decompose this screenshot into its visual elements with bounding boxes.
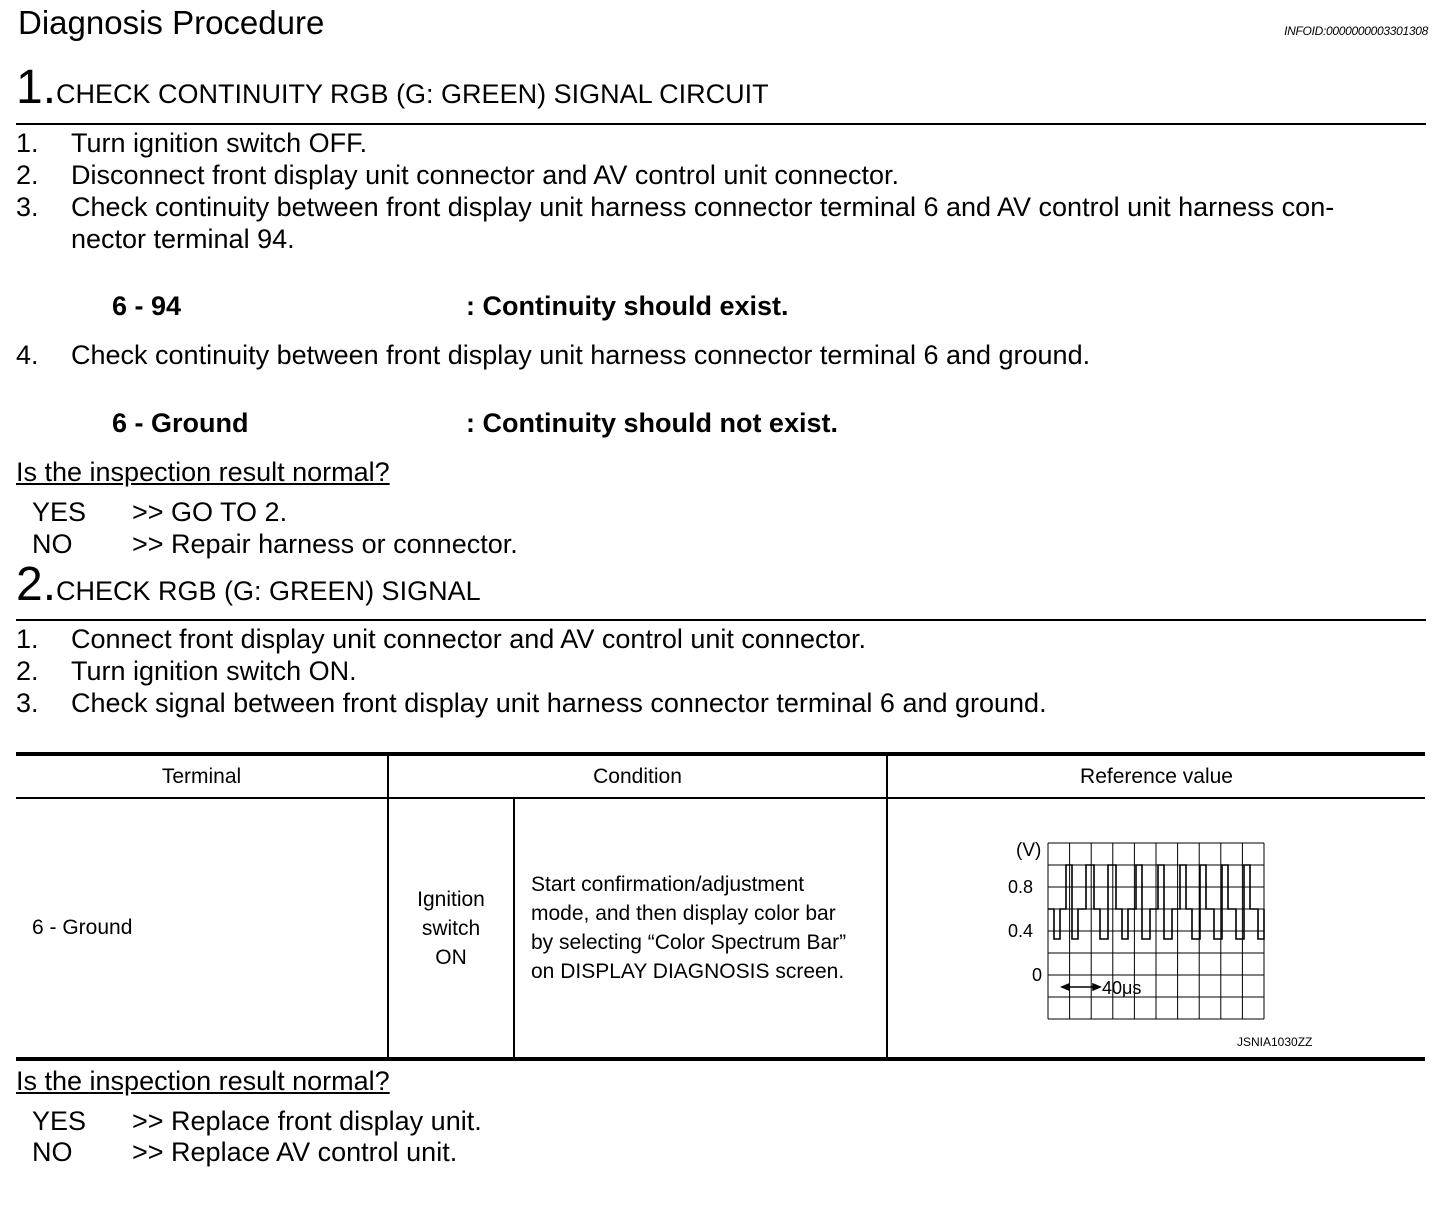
answer-label: NO (32, 529, 73, 559)
list-number: 3. (16, 688, 39, 718)
step-1-divider (16, 123, 1426, 125)
ignition-line: Ignition (417, 887, 485, 911)
spec-terminal: 6 - Ground (112, 408, 249, 438)
time-scale-marker (1062, 984, 1100, 990)
info-id: INFOID:0000000003301308 (1284, 24, 1428, 38)
waveform-unit-label: (V) (1016, 840, 1042, 861)
condition-cell (514, 798, 887, 1059)
step-1-title: CHECK CONTINUITY RGB (G: GREEN) SIGNAL CIRCUIT (56, 79, 769, 109)
spec-terminal: 6 - 94 (112, 291, 182, 321)
list-text: Turn ignition switch ON. (71, 656, 357, 686)
answer-label: YES (32, 1106, 87, 1136)
terminal-cell: 6 - Ground (16, 798, 388, 1059)
list-number: 3. (16, 192, 39, 222)
list-number: 1. (16, 624, 39, 654)
ignition-line: ON (435, 945, 467, 969)
column-header-terminal: Terminal (16, 754, 388, 798)
list-text: Turn ignition switch OFF. (71, 128, 368, 158)
list-number: 1. (16, 128, 39, 158)
column-header-reference: Reference value (887, 754, 1425, 798)
column-header-condition: Condition (388, 754, 887, 798)
answer-action: >> Repair harness or connector. (132, 529, 518, 559)
inspection-question: Is the inspection result normal? (16, 457, 390, 487)
ignition-cell (388, 798, 514, 1059)
condition-line: mode, and then display color bar (531, 902, 836, 925)
page-title: Diagnosis Procedure (18, 4, 325, 41)
spec-result: : Continuity should exist. (466, 291, 789, 321)
waveform-tick-label: 0.8 (1008, 877, 1034, 897)
figure-id: JSNIA1030ZZ (1237, 1035, 1313, 1049)
step-2-divider (16, 619, 1426, 621)
ignition-line: switch (421, 916, 481, 940)
step-1-heading (16, 60, 769, 115)
list-text: Connect front display unit connector and AV control unit connector. (71, 624, 866, 654)
list-number: 2. (16, 656, 39, 686)
list-text-continued: nector terminal 94. (71, 224, 295, 254)
list-text: Check signal between front display unit harness connector terminal 6 and ground. (71, 688, 1047, 718)
waveform-tick-label: 0.4 (1008, 921, 1034, 941)
list-text: Check continuity between front display unit harness connector terminal 6 and AV control unit harness con- (71, 192, 1335, 222)
table-row (16, 798, 1425, 1059)
answer-label: NO (32, 1137, 73, 1167)
waveform-figure (888, 799, 1426, 1057)
table-header-row (16, 754, 1425, 798)
answer-action: >> Replace AV control unit. (132, 1137, 458, 1167)
list-number: 2. (16, 160, 39, 190)
list-number: 4. (16, 340, 39, 370)
condition-line: by selecting “Color Spectrum Bar” (531, 931, 847, 954)
answer-label: YES (32, 497, 87, 527)
answer-action: >> GO TO 2. (132, 497, 288, 527)
list-text: Check continuity between front display unit harness connector terminal 6 and ground. (71, 340, 1091, 370)
condition-line: on DISPLAY DIAGNOSIS screen. (531, 960, 845, 983)
condition-line: Start confirmation/adjustment (531, 873, 805, 896)
step-2-number: 2. (16, 558, 57, 611)
list-text: Disconnect front display unit connector and AV control unit connector. (71, 160, 899, 190)
step-2-heading (16, 557, 481, 612)
inspection-question: Is the inspection result normal? (16, 1066, 390, 1096)
spec-result: : Continuity should not exist. (466, 408, 838, 438)
time-scale-label: 40μs (1102, 978, 1142, 998)
reference-table (16, 752, 1425, 1061)
step-2-title: CHECK RGB (G: GREEN) SIGNAL (56, 576, 481, 606)
reference-value-cell (887, 798, 1425, 1059)
waveform-grid (1048, 843, 1264, 1019)
answer-action: >> Replace front display unit. (132, 1106, 482, 1136)
step-1-number: 1. (16, 61, 57, 114)
waveform-tick-label: 0 (1032, 965, 1043, 985)
